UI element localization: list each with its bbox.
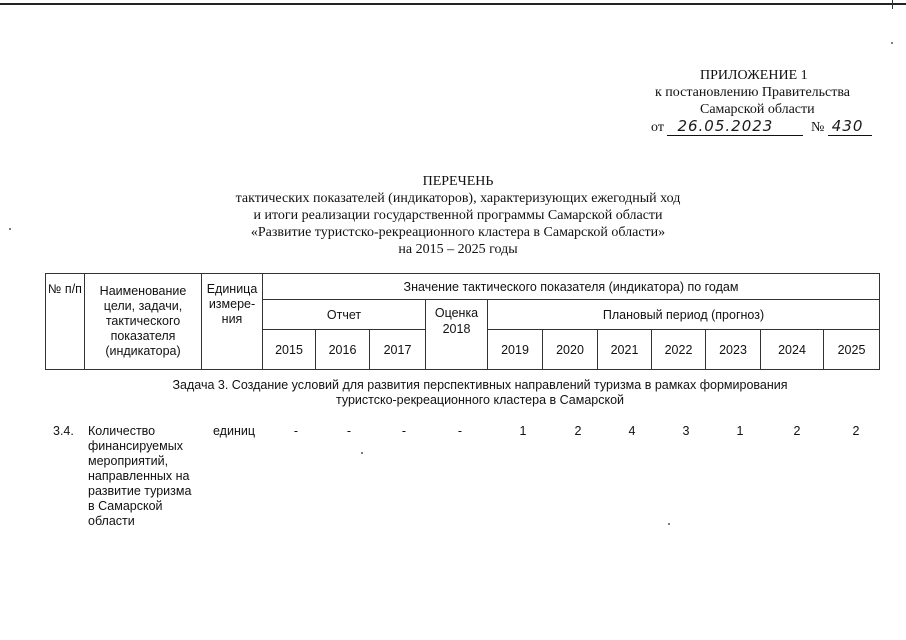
heading-title: ПЕРЕЧЕНЬ xyxy=(422,174,494,189)
appendix-decree-line: к постановлению Правительства xyxy=(655,85,851,100)
indicator-name-line: мероприятий, xyxy=(88,454,169,468)
scan-speck xyxy=(668,523,670,525)
number-underline xyxy=(828,119,872,136)
row-value-cell: - xyxy=(293,424,299,438)
year-header-2015: 2015 xyxy=(263,330,316,370)
scan-speck xyxy=(891,42,893,44)
number-label: № xyxy=(810,120,825,135)
indicator-name-line: в Самарской xyxy=(88,499,163,513)
heading-line: тактических показателей (индикаторов), характеризующих ежегодный ход xyxy=(235,191,681,206)
from-label: от xyxy=(651,120,664,135)
task-line: туристско-рекреационного кластера в Самарской xyxy=(335,393,625,407)
row-value-cell: 2 xyxy=(574,424,582,438)
plan-group-header: Плановый период (прогноз) xyxy=(488,300,880,330)
scan-speck xyxy=(9,228,11,230)
appendix-region-line: Самарской области xyxy=(700,102,815,117)
row-value-cell: - xyxy=(401,424,407,438)
indicator-name-line: развитие туризма xyxy=(88,484,192,498)
year-header-2022: 2022 xyxy=(652,330,706,370)
indicator-name-line: области xyxy=(88,514,135,528)
indicator-name-line: направленных на xyxy=(88,469,190,483)
appendix-date-number-line xyxy=(651,119,872,136)
appendix-title: ПРИЛОЖЕНИЕ 1 xyxy=(700,68,808,83)
handwritten-date: 26.05.2023 xyxy=(677,117,774,135)
row-value-cell: 2 xyxy=(852,424,860,438)
row-indicator-name xyxy=(88,424,208,529)
year-header-2024: 2024 xyxy=(761,330,824,370)
col-unit-header: Единица измере-ния xyxy=(202,274,263,370)
row-value-cell: - xyxy=(457,424,463,438)
col-name-header: Наименование цели, задачи, тактического показателя (индикатора) xyxy=(85,274,202,370)
scan-speck xyxy=(361,452,363,454)
heading-line: на 2015 – 2025 годы xyxy=(398,242,518,257)
scan-edge-mark xyxy=(892,0,893,9)
heading-line: «Развитие туристско-рекреационного кластера в Самарской области» xyxy=(250,225,666,240)
task-line: Задача 3. Создание условий для развития перспективных направлений туризма в рамках формирования xyxy=(172,378,788,392)
year-header-2020: 2020 xyxy=(543,330,598,370)
scan-top-border xyxy=(0,3,906,5)
year-header-2019: 2019 xyxy=(488,330,543,370)
date-underline xyxy=(667,119,803,136)
row-value-cell: 4 xyxy=(628,424,636,438)
row-number: 3.4. xyxy=(53,424,74,438)
row-value-cell: 1 xyxy=(736,424,744,438)
year-header-2021: 2021 xyxy=(598,330,652,370)
estimate-group-header: Оценка 2018 xyxy=(426,300,488,370)
year-header-2016: 2016 xyxy=(316,330,370,370)
year-header-2025: 2025 xyxy=(824,330,880,370)
row-value-cell: 1 xyxy=(519,424,527,438)
col-number-header: № п/п xyxy=(46,274,85,370)
heading-line: и итоги реализации государственной программы Самарской области xyxy=(253,208,663,223)
row-value-cell: 3 xyxy=(682,424,690,438)
year-header-2017: 2017 xyxy=(370,330,426,370)
indicator-name-line: финансируемых xyxy=(88,439,183,453)
row-unit: единиц xyxy=(213,424,255,438)
task-heading xyxy=(120,378,840,408)
year-header-2023: 2023 xyxy=(706,330,761,370)
indicator-name-line: Количество xyxy=(88,424,156,438)
row-value-cell: - xyxy=(346,424,352,438)
report-group-header: Отчет xyxy=(263,300,426,330)
col-values-header: Значение тактического показателя (индикатора) по годам xyxy=(263,274,880,300)
handwritten-number: 430 xyxy=(831,117,864,135)
indicators-table-header xyxy=(45,273,880,370)
row-value-cell: 2 xyxy=(793,424,801,438)
document-heading xyxy=(200,173,716,258)
